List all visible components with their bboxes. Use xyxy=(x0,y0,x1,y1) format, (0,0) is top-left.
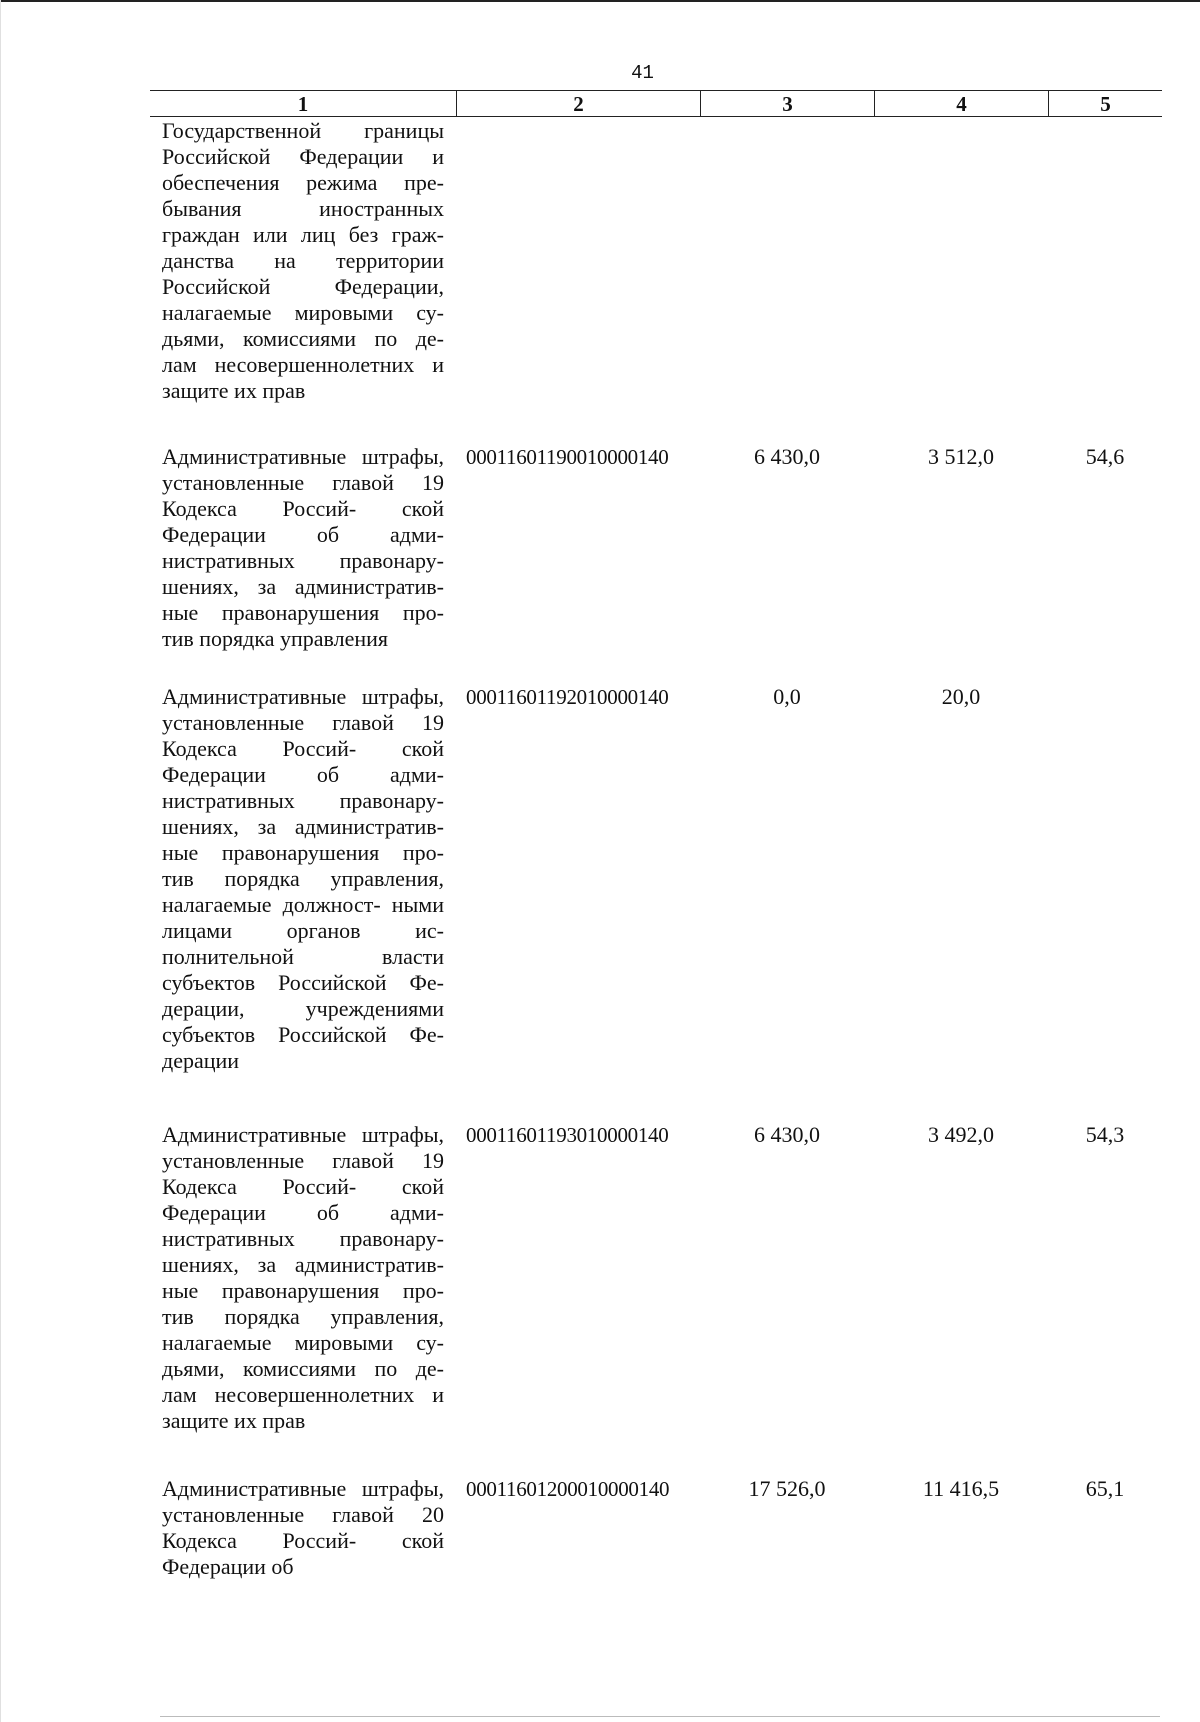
table-header xyxy=(150,90,1162,117)
column-header-3: 3 xyxy=(700,91,874,116)
row-value-col4: 3 512,0 xyxy=(928,444,994,469)
row-code: 00011601200010000140 xyxy=(466,1477,670,1501)
row-value-col3: 6 430,0 xyxy=(754,1122,820,1147)
row-value-col3: 6 430,0 xyxy=(754,444,820,469)
row-value-col4: 20,0 xyxy=(941,684,981,709)
row-description: Административные штрафы, установленные главой 20 Кодекса Россий- ской Федерации об xyxy=(162,1476,444,1579)
column-header-1: 1 xyxy=(297,92,309,116)
row-value-col3: 0,0 xyxy=(773,684,801,709)
row-code: 00011601193010000140 xyxy=(466,1123,669,1147)
scan-bottom-edge xyxy=(160,1716,1160,1717)
row-value-col5: 54,3 xyxy=(1085,1122,1125,1147)
row-code: 00011601190010000140 xyxy=(466,445,669,469)
row-value-col5: 65,1 xyxy=(1085,1476,1125,1501)
row-description: Административные штрафы, установленные главой 19 Кодекса Россий- ской Федерации об адми- нистративных правонару- шениях, за административ- ные правонарушения про- тив порядка управления, налагаемые должност- ными лицами органов ис- полнительной власти субъектов Российской Фе- дерации, учреждениями субъектов Российской Фе- дерации xyxy=(162,684,444,1073)
row-code: 00011601192010000140 xyxy=(466,685,669,709)
page-number: 41 xyxy=(631,62,654,84)
column-header-2: 2 xyxy=(456,91,700,116)
column-header-5: 5 xyxy=(1048,91,1162,116)
row-description: Административные штрафы, установленные главой 19 Кодекса Россий- ской Федерации об адми- нистративных правонару- шениях, за административ- ные правонарушения про- тив порядка управления xyxy=(162,444,444,651)
row-value-col5: 54,6 xyxy=(1085,444,1125,469)
row-value-col4: 3 492,0 xyxy=(928,1122,994,1147)
row-description: Государственной границы Российской Федерации и обеспечения режима пре- бывания иностранных граждан или лиц без граж- данства на территории Российской Федерации, налагаемые мировыми су- дьями, комиссиями по де- лам несовершеннолетних и защите их прав xyxy=(162,118,444,403)
scan-top-edge xyxy=(0,0,1200,2)
row-value-col4: 11 416,5 xyxy=(922,1476,1000,1501)
column-header-4: 4 xyxy=(874,91,1048,116)
scan-left-edge xyxy=(0,0,1,1722)
row-value-col3: 17 526,0 xyxy=(748,1476,826,1501)
row-description: Административные штрафы, установленные главой 19 Кодекса Россий- ской Федерации об адми- нистративных правонару- шениях, за административ- ные правонарушения про- тив порядка управления, налагаемые мировыми су- дьями, комиссиями по де- лам несовершеннолетних и защите их прав xyxy=(162,1122,444,1433)
